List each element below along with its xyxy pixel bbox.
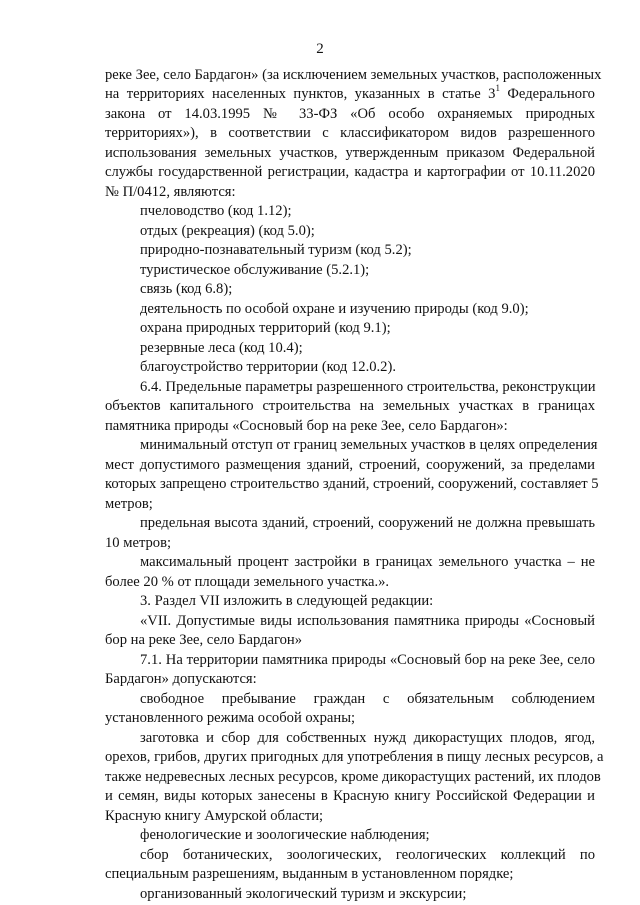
text-line: предельная высота зданий, строений, сооружений не должна превышать [140, 515, 595, 531]
text-line: охрана природных территорий (код 9.1); [140, 320, 391, 336]
text-line: «VII. Допустимые виды использования памятника природы «Сосновый [140, 613, 595, 629]
text-line: мест допустимого размещения зданий, строений, сооружений, за пределами [105, 457, 595, 473]
text-line: туристическое обслуживание (5.2.1); [140, 262, 370, 278]
text-line: № П/0412, являются: [105, 184, 236, 200]
text-line: 10 метров; [105, 535, 172, 551]
text-line: Бардагон» допускаются: [105, 671, 257, 687]
text-line: закона от 14.03.1995 № 33-ФЗ «Об особо охраняемых природных [105, 106, 595, 122]
text-line: Красную книгу Амурской области; [105, 808, 324, 824]
text-line-main: на территориях населенных пунктов, указанных в статье 3 [105, 86, 496, 102]
text-line: также недревесных лесных ресурсов, кроме дикорастущих растений, их плодов [105, 769, 601, 785]
text-line: свободное пребывание граждан с обязательным соблюдением [140, 691, 595, 707]
text-line: объектов капитального строительства на земельных участках в границах [105, 398, 595, 414]
text-line: природно-познавательный туризм (код 5.2); [140, 242, 412, 258]
text-line: 7.1. На территории памятника природы «Сосновый бор на реке Зее, село [140, 652, 595, 668]
text-line: более 20 % от площади земельного участка.». [105, 574, 390, 590]
text-line: которых запрещено строительство зданий, строений, сооружений, составляет 5 [105, 476, 599, 492]
text-line: и семян, виды которых занесены в Красную книгу Российской Федерации и [105, 788, 595, 804]
text-line [105, 83, 595, 103]
text-line: деятельность по особой охране и изучению природы (код 9.0); [140, 301, 529, 317]
text-line: отдых (рекреация) (код 5.0); [140, 223, 315, 239]
text-line: фенологические и зоологические наблюдения; [140, 827, 430, 843]
text-line: территориях»), в соответствии с классификатором видов разрешенного [105, 125, 595, 141]
text-line: резервные леса (код 10.4); [140, 340, 303, 356]
text-line: установленного режима особой охраны; [105, 710, 356, 726]
page-number: 2 [316, 41, 324, 57]
text-line: орехов, грибов, других пригодных для употребления в пищу лесных ресурсов, а [105, 749, 604, 765]
text-line: заготовка и сбор для собственных нужд дикорастущих плодов, ягод, [140, 730, 595, 746]
text-line: благоустройство территории (код 12.0.2). [140, 359, 396, 375]
text-line: использования земельных участков, утвержденным приказом Федеральной [105, 145, 595, 161]
text-line: пчеловодство (код 1.12); [140, 203, 292, 219]
text-line: специальным разрешениям, выданным в установленном порядке; [105, 866, 514, 882]
text-line: бор на реке Зее, село Бардагон» [105, 632, 303, 648]
text-line-tail: Федерального [499, 86, 595, 102]
text-line: реке Зее, село Бардагон» (за исключением земельных участков, расположенных [105, 67, 602, 83]
text-line: службы государственной регистрации, кадастра и картографии от 10.11.2020 [105, 164, 595, 180]
text-line: 3. Раздел VII изложить в следующей редакции: [140, 593, 434, 609]
text-line: максимальный процент застройки в границах земельного участка – не [140, 554, 595, 570]
footnote-superscript: 1 [495, 83, 500, 94]
text-line: организованный экологический туризм и экскурсии; [140, 886, 467, 902]
text-line: памятника природы «Сосновый бор на реке Зее, село Бардагон»: [105, 418, 508, 434]
text-line: сбор ботанических, зоологических, геологических коллекций по [140, 847, 595, 863]
text-line: метров; [105, 496, 153, 512]
text-line: связь (код 6.8); [140, 281, 233, 297]
text-line: 6.4. Предельные параметры разрешенного строительства, реконструкции [140, 379, 596, 395]
text-line: минимальный отступ от границ земельных участков в целях определения [140, 437, 598, 453]
